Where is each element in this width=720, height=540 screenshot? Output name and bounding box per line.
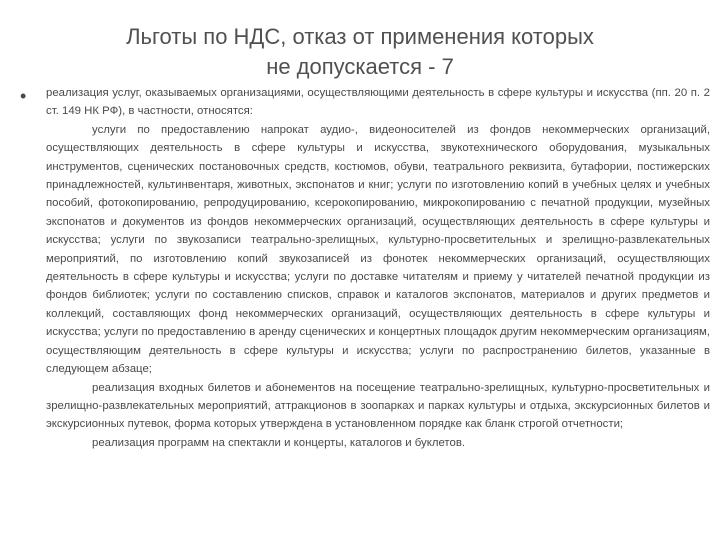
slide-title <box>0 22 720 82</box>
slide-title-line-1: Льготы по НДС, отказ от применения которых <box>126 24 594 49</box>
body-paragraph-intro: реализация услуг, оказываемых организациями, осуществляющими деятельность в сфере культуры и искусства (пп. 20 п. 2 ст. 149 НК РФ), в частности, относятся: <box>46 87 710 118</box>
bullet-marker: • <box>20 86 27 106</box>
body-paragraph-services: услуги по предоставлению напрокат аудио-, видеоносителей из фондов некоммерческих организаций, осуществляющих деятельность в сфере культуры и искусства, звукотехнического оборудования, музыкальных инструментов, сценических постановочных средств, костюмов, обуви, театрального реквизита, бутафории, постижерских принадлежностей, культинвентаря, животных, экспонатов и книг; услуги по изготовлению копий в учебных целях и учебных пособий, фотокопированию, репродуцированию, ксерокопированию, микрокопированию с печатной продукции, музейных экспонатов и документов из фондов некоммерческих организаций, осуществляющих деятельность в сфере культуры и искусства; услуги по звукозаписи театрально-зрелищных, культурно-просветительных и зрелищно-развлекательных мероприятий, по изготовлению копий звукозаписей из фонотек некоммерческих организаций, осуществляющих деятельность в сфере культуры и искусства; услуги по доставке читателям и приему у читателей печатной продукции из фондов библиотек; услуги по составлению списков, справок и каталогов экспонатов, материалов и других предметов и коллекций, составляющих фонд некоммерческих организаций, осуществляющих деятельность в сфере культуры и искусства; услуги по предоставлению в аренду сценических и концертных площадок другим некоммерческим организациям, осуществляющим деятельность в сфере культуры и искусства; услуги по распространению билетов, указанные в следующем абзаце; <box>46 123 710 376</box>
body-paragraph-tickets: реализация входных билетов и абонементов на посещение театрально-зрелищных, культурно-просветительных и зрелищно-развлекательных мероприятий, аттракционов в зоопарках и парках культуры и отдыха, экскурсионных билетов и экскурсионных путевок, форма которых утверждена в установленном порядке как бланк строгой отчетности; <box>46 381 710 431</box>
body-paragraph-programs: реализация программ на спектакли и концерты, каталогов и буклетов. <box>92 436 466 449</box>
slide-body <box>46 84 710 452</box>
slide-title-line-2: не допускается - 7 <box>266 54 454 79</box>
